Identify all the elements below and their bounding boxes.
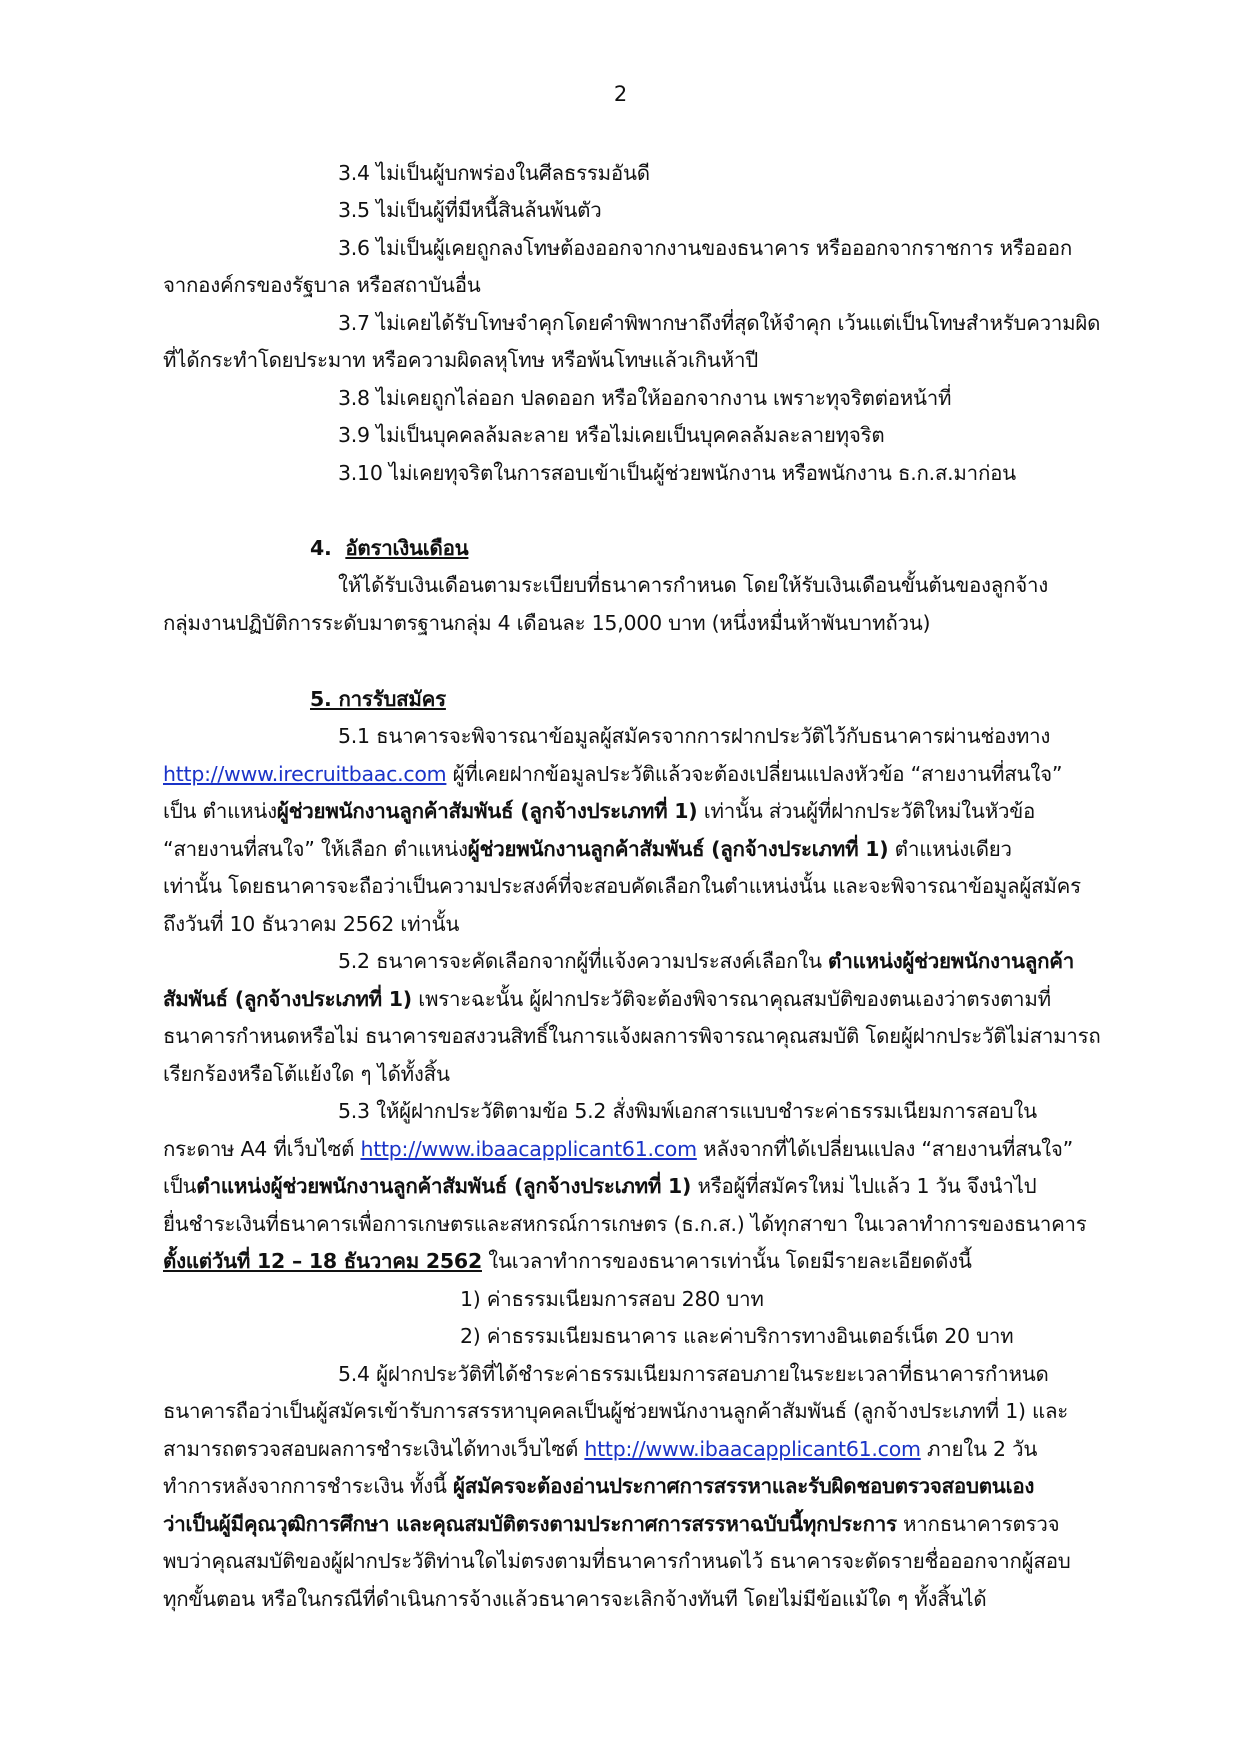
para-5-1-line-4-c: ตำแหน่งเดียว [888, 837, 1012, 861]
qualification-3-7: 3.7 ไม่เคยได้รับโทษจำคุกโดยคำพิพากษาถึงที่สุดให้จำคุก เว้นแต่เป็นโทษสำหรับความผิด [338, 311, 1101, 335]
para-5-1-line-1: 5.1 ธนาคารจะพิจารณาข้อมูลผู้สมัครจากการฝากประวัติไว้กับธนาคารผ่านช่องทาง [338, 724, 1051, 748]
section-4-number: 4. [310, 536, 332, 560]
para-5-1-line-3 [163, 796, 1035, 826]
para-5-4-line-1: 5.4 ผู้ฝากประวัติที่ได้ชำระค่าธรรมเนียมการสอบภายในระยะเวลาที่ธนาคารกำหนด [338, 1362, 1049, 1386]
position-name-bold: ตำแหน่งผู้ช่วยพนักงานลูกค้า [828, 949, 1074, 973]
para-5-2-line-3: ธนาคารกำหนดหรือไม่ ธนาคารขอสงวนสิทธิ์ในการแจ้งผลการพิจารณาคุณสมบัติ โดยผู้ฝากประวัติไม่สามารถ [163, 1024, 1101, 1048]
para-5-4-line-5 [163, 1509, 1059, 1539]
para-5-4-line-3 [163, 1434, 1037, 1464]
ibaacapplicant-link[interactable]: http://www.ibaacapplicant61.com [584, 1437, 921, 1461]
position-name-bold: ตำแหน่งผู้ช่วยพนักงานลูกค้าสัมพันธ์ (ลูกจ้างประเภทที่ 1) [196, 1174, 692, 1198]
para-5-1-line-3-a: เป็น ตำแหน่ง [163, 799, 277, 823]
para-5-1-line-6: ถึงวันที่ 10 ธันวาคม 2562 เท่านั้น [163, 912, 460, 936]
para-5-2-line-2-b: เพราะฉะนั้น ผู้ฝากประวัติจะต้องพิจารณาคุณสมบัติของตนเองว่าตรงตามที่ [411, 987, 1051, 1011]
para-5-4-line-5-b: หากธนาคารตรวจ [896, 1512, 1060, 1536]
para-5-2-line-1 [338, 946, 1074, 976]
qualification-3-8: 3.8 ไม่เคยถูกไล่ออก ปลดออก หรือให้ออกจากงาน เพราะทุจริตต่อหน้าที่ [338, 386, 952, 410]
para-5-3-line-5 [163, 1246, 972, 1276]
qualification-3-9: 3.9 ไม่เป็นบุคคลล้มละลาย หรือไม่เคยเป็นบุคคลล้มละลายทุจริต [338, 423, 885, 447]
para-5-2-line-4: เรียกร้องหรือโต้แย้งใด ๆ ได้ทั้งสิ้น [163, 1062, 450, 1086]
para-5-4-line-5-bold: ว่าเป็นผู้มีคุณวุฒิการศึกษา และคุณสมบัติตรงตามประกาศการสรรหาฉบับนี้ทุกประการ [163, 1512, 897, 1536]
para-5-1-line-4-a: “สายงานที่สนใจ” ให้เลือก ตำแหน่ง [163, 837, 468, 861]
page-number: 2 [613, 82, 628, 106]
section-4-heading [310, 533, 468, 563]
position-name-bold: สัมพันธ์ (ลูกจ้างประเภทที่ 1) [163, 987, 412, 1011]
para-5-4-line-4-a: ทำการหลังจากการชำระเงิน ทั้งนี้ [163, 1474, 453, 1498]
para-5-4-line-7: ทุกขั้นตอน หรือในกรณีที่ดำเนินการจ้างแล้วธนาคารจะเลิกจ้างทันที โดยไม่มีข้อแม้ใด ๆ ทั้งสิ้นได้ [163, 1587, 987, 1611]
section-4-line-2: กลุ่มงานปฏิบัติการระดับมาตรฐานกลุ่ม 4 เดือนละ 15,000 บาท (หนึ่งหมื่นห้าพันบาทถ้วน) [163, 611, 931, 635]
para-5-4-line-6: พบว่าคุณสมบัติของผู้ฝากประวัติท่านใดไม่ตรงตามที่ธนาคารกำหนดไว้ ธนาคารจะตัดรายชื่อออกจากผู้สอบ [163, 1549, 1071, 1573]
para-5-1-line-4 [163, 834, 1012, 864]
para-5-3-line-4: ยื่นชำระเงินที่ธนาคารเพื่อการเกษตรและสหกรณ์การเกษตร (ธ.ก.ส.) ได้ทุกสาขา ในเวลาทำการของธนาคาร [163, 1212, 1087, 1236]
para-5-3-line-2-a: กระดาษ A4 ที่เว็บไซต์ [163, 1137, 361, 1161]
para-5-3-line-2-c: หลังจากที่ได้เปลี่ยนแปลง “สายงานที่สนใจ” [696, 1137, 1074, 1161]
para-5-4-line-4-bold: ผู้สมัครจะต้องอ่านประกาศการสรรหาและรับผิดชอบตรวจสอบตนเอง [452, 1474, 1035, 1498]
para-5-3-line-2 [163, 1134, 1073, 1164]
fee-item-1: 1) ค่าธรรมเนียมการสอบ 280 บาท [460, 1287, 764, 1311]
para-5-3-line-3-a: เป็น [163, 1174, 197, 1198]
para-5-4-line-3-a: สามารถตรวจสอบผลการชำระเงินได้ทางเว็บไซต์ [163, 1437, 585, 1461]
fee-item-2: 2) ค่าธรรมเนียมธนาคาร และค่าบริการทางอินเตอร์เน็ต 20 บาท [460, 1324, 1014, 1348]
para-5-4-line-4 [163, 1471, 1034, 1501]
para-5-4-line-2: ธนาคารถือว่าเป็นผู้สมัครเข้ารับการสรรหาบุคคลเป็นผู้ช่วยพนักงานลูกค้าสัมพันธ์ (ลูกจ้างประเภทที่ 1) และ [163, 1399, 1069, 1423]
para-5-3-line-5-b: ในเวลาทำการของธนาคารเท่านั้น โดยมีรายละเอียดดังนี้ [481, 1249, 972, 1273]
para-5-1-line-2 [163, 759, 1062, 789]
payment-period: ตั้งแต่วันที่ 12 – 18 ธันวาคม 2562 [163, 1249, 482, 1273]
para-5-4-line-3-c: ภายใน 2 วัน [920, 1437, 1038, 1461]
para-5-1-line-2-text: ผู้ที่เคยฝากข้อมูลประวัติแล้วจะต้องเปลี่ยนแปลงหัวข้อ “สายงานที่สนใจ” [446, 762, 1063, 786]
irecruit-link[interactable]: http://www.irecruitbaac.com [163, 762, 447, 786]
para-5-2-line-1-a: 5.2 ธนาคารจะคัดเลือกจากผู้ที่แจ้งความประสงค์เลือกใน [338, 949, 829, 973]
section-4-line-1: ให้ได้รับเงินเดือนตามระเบียบที่ธนาคารกำหนด โดยให้รับเงินเดือนขั้นต้นของลูกจ้าง [338, 573, 1049, 597]
para-5-3-line-3-c: หรือผู้ที่สมัครใหม่ ไปแล้ว 1 วัน จึงนำไป [691, 1174, 1037, 1198]
para-5-1-line-3-c: เท่านั้น ส่วนผู้ที่ฝากประวัติใหม่ในหัวข้อ [697, 799, 1036, 823]
section-5-heading: 5. การรับสมัคร [310, 687, 446, 711]
ibaacapplicant-link[interactable]: http://www.ibaacapplicant61.com [360, 1137, 697, 1161]
qualification-3-5: 3.5 ไม่เป็นผู้ที่มีหนี้สินล้นพ้นตัว [338, 198, 602, 222]
qualification-3-6-cont: จากองค์กรของรัฐบาล หรือสถาบันอื่น [163, 273, 481, 297]
qualification-3-7-cont: ที่ได้กระทำโดยประมาท หรือความผิดลหุโทษ หรือพ้นโทษแล้วเกินห้าปี [163, 348, 758, 372]
para-5-3-line-3 [163, 1171, 1036, 1201]
position-name-bold: ผู้ช่วยพนักงานลูกค้าสัมพันธ์ (ลูกจ้างประเภทที่ 1) [467, 837, 889, 861]
qualification-3-6: 3.6 ไม่เป็นผู้เคยถูกลงโทษต้องออกจากงานของธนาคาร หรือออกจากราชการ หรือออก [338, 236, 1072, 260]
para-5-3-line-1: 5.3 ให้ผู้ฝากประวัติตามข้อ 5.2 สั่งพิมพ์เอกสารแบบชำระค่าธรรมเนียมการสอบใน [338, 1099, 1037, 1123]
qualification-3-10: 3.10 ไม่เคยทุจริตในการสอบเข้าเป็นผู้ช่วยพนักงาน หรือพนักงาน ธ.ก.ส.มาก่อน [338, 461, 1016, 485]
para-5-2-line-2 [163, 984, 1051, 1014]
position-name-bold: ผู้ช่วยพนักงานลูกค้าสัมพันธ์ (ลูกจ้างประเภทที่ 1) [276, 799, 698, 823]
para-5-1-line-5: เท่านั้น โดยธนาคารจะถือว่าเป็นความประสงค์ที่จะสอบคัดเลือกในตำแหน่งนั้น และจะพิจารณาข้อมูลผู้สมัคร [163, 874, 1081, 898]
section-4-title: อัตราเงินเดือน [345, 536, 469, 560]
qualification-3-4: 3.4 ไม่เป็นผู้บกพร่องในศีลธรรมอันดี [338, 161, 650, 185]
